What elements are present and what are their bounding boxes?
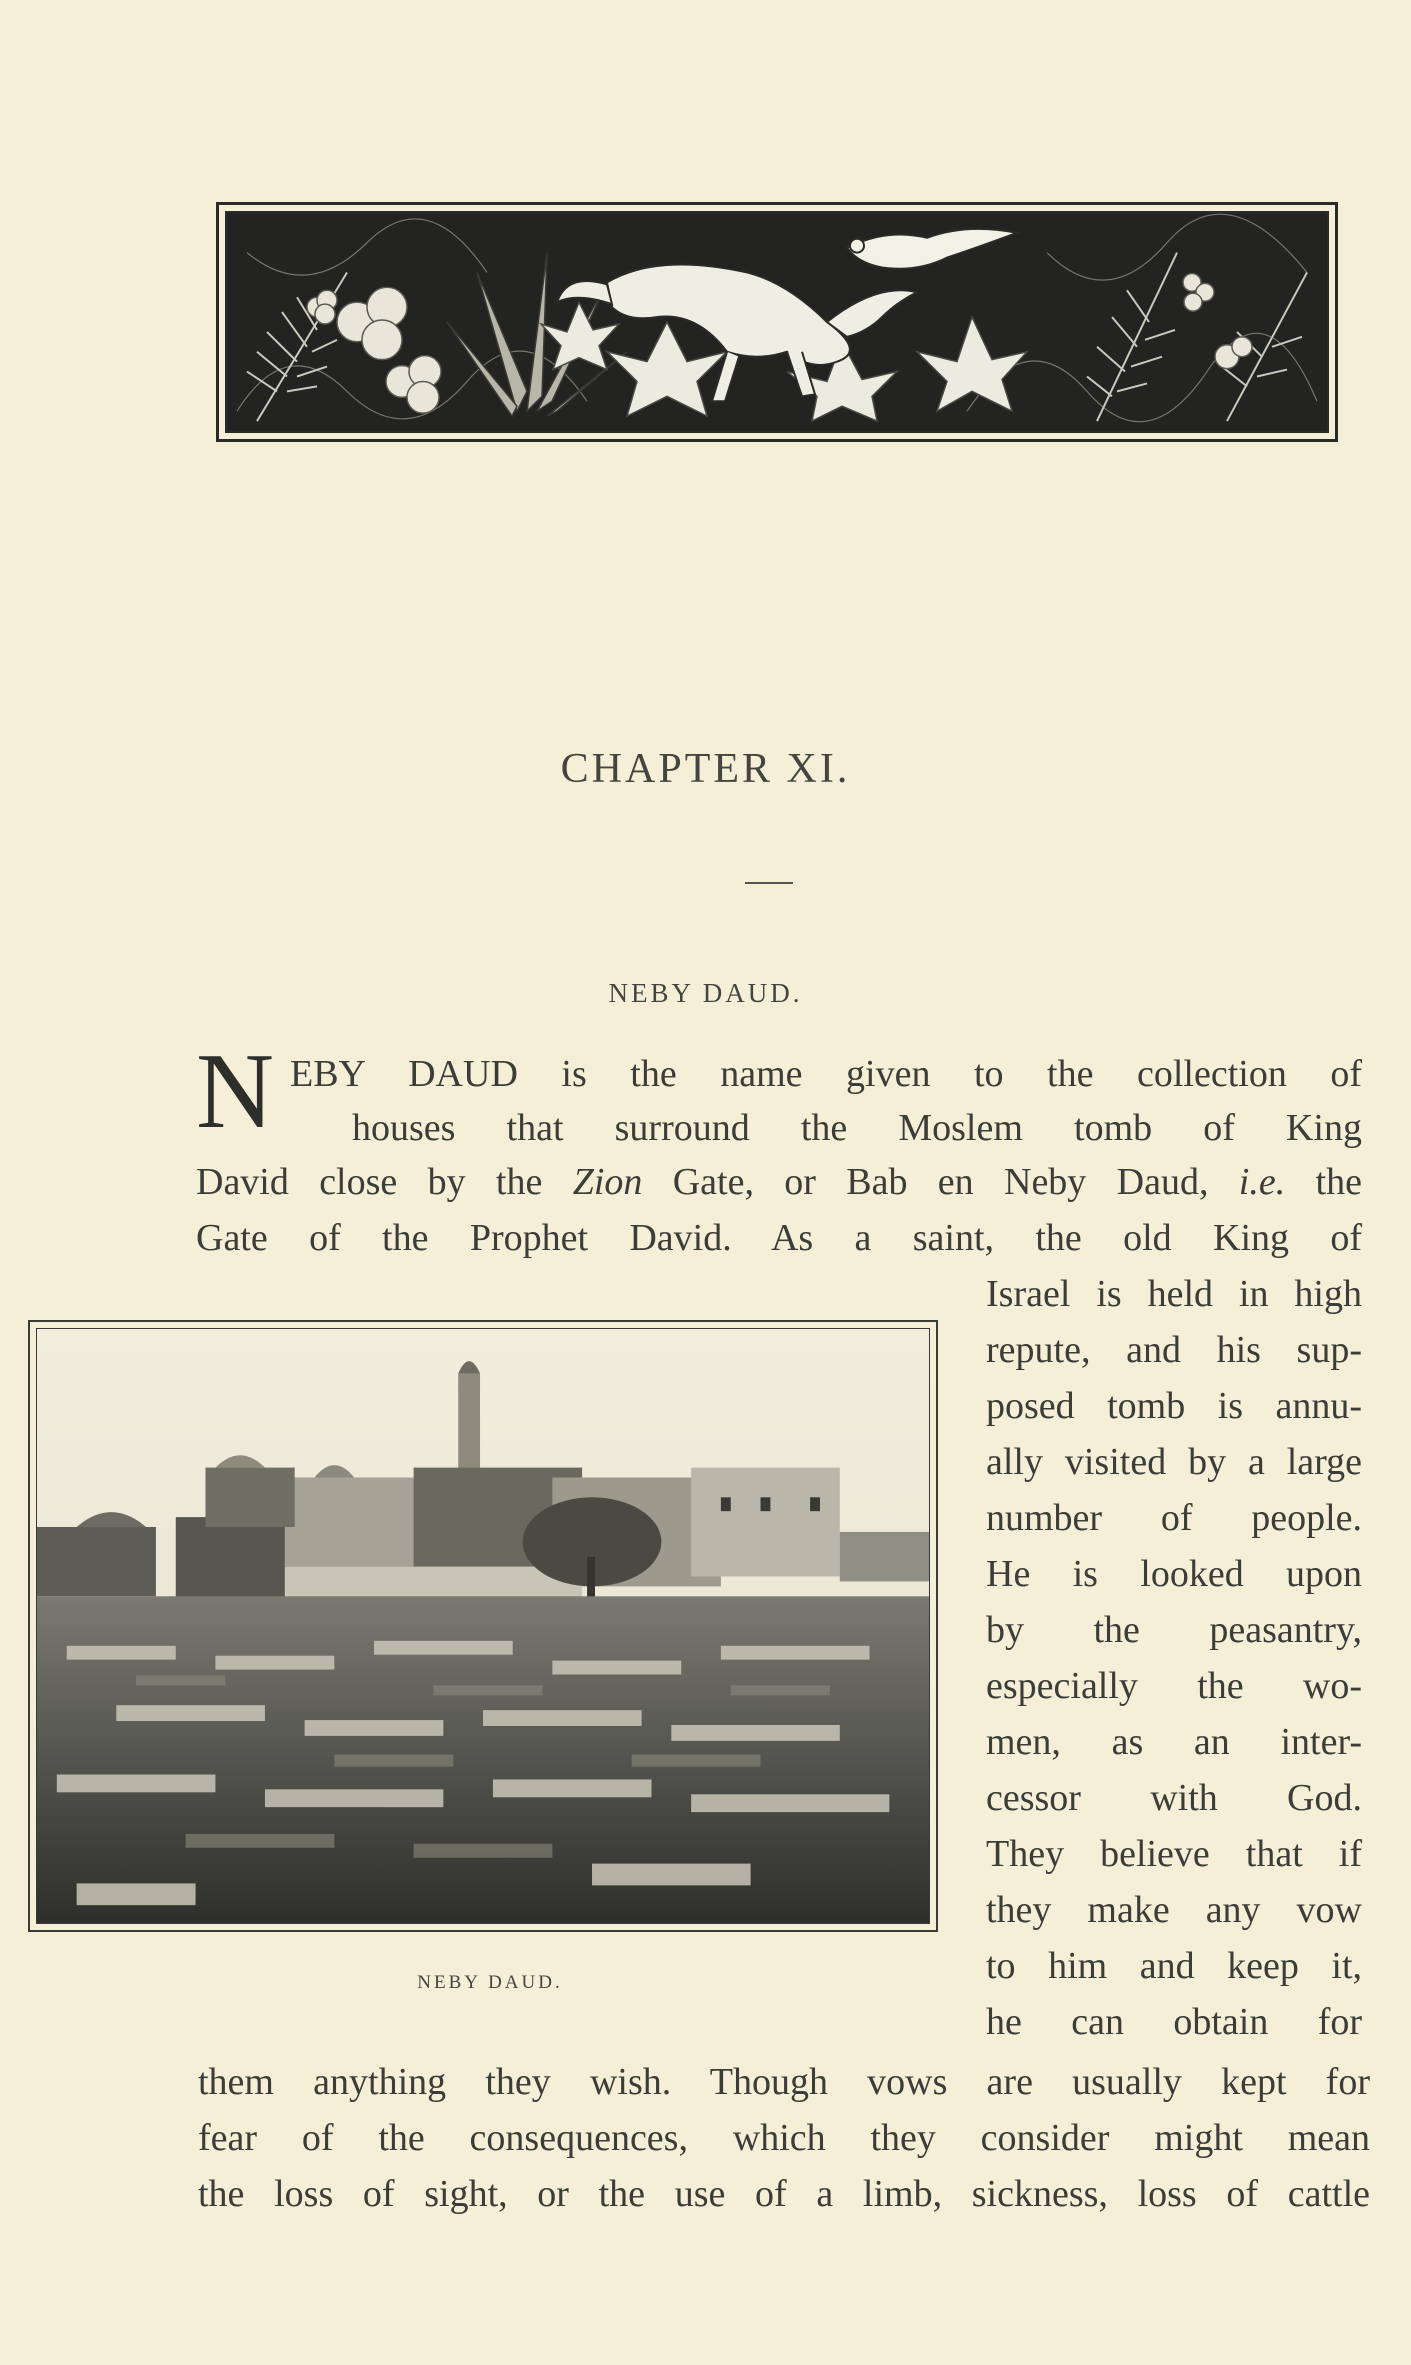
header-ornament xyxy=(216,202,1338,442)
text-line: David close by the Zion Gate, or Bab en Neby Daud, i.e. the xyxy=(196,1161,1362,1203)
text-line: fear of the consequences, which they consider might mean xyxy=(198,2117,1370,2159)
text-line: the loss of sight, or the use of a limb, sickness, loss of cattle xyxy=(198,2173,1370,2215)
section-title: NEBY DAUD. xyxy=(608,978,803,1008)
text-line: them anything they wish. Though vows are usually kept for xyxy=(198,2061,1370,2103)
text-line: Israel is held in high xyxy=(986,1273,1362,1315)
text-line: by the peasantry, xyxy=(986,1609,1362,1651)
floral-fox-bird-ornament-icon xyxy=(227,213,1327,431)
text-line: number of people. xyxy=(986,1497,1362,1539)
drop-cap: N xyxy=(196,1032,274,1151)
text-line: cessor with God. xyxy=(986,1777,1362,1819)
figure-frame xyxy=(28,1320,938,1932)
text-line: EBY DAUD is the name given to the collection of xyxy=(290,1053,1362,1095)
text-line: They believe that if xyxy=(986,1833,1362,1875)
text-line: He is looked upon xyxy=(986,1553,1362,1595)
text-line: repute, and his sup- xyxy=(986,1329,1362,1371)
text-line: houses that surround the Moslem tomb of King xyxy=(352,1107,1362,1149)
text-line: men, as an inter- xyxy=(986,1721,1362,1763)
text-line: Gate of the Prophet David. As a saint, the old King of xyxy=(196,1217,1362,1259)
text-line: to him and keep it, xyxy=(986,1945,1362,1987)
text-line: especially the wo- xyxy=(986,1665,1362,1707)
text-line: they make any vow xyxy=(986,1889,1362,1931)
figure-caption: NEBY DAUD. xyxy=(417,1972,563,1993)
chapter-title: CHAPTER XI. xyxy=(560,746,851,792)
text-line: posed tomb is annu- xyxy=(986,1385,1362,1427)
figure-photo xyxy=(36,1328,930,1924)
text-line: ally visited by a large xyxy=(986,1441,1362,1483)
text-line: he can obtain for xyxy=(986,2001,1362,2043)
chapter-divider xyxy=(745,882,793,884)
neby-daud-photo-icon xyxy=(37,1329,929,1923)
